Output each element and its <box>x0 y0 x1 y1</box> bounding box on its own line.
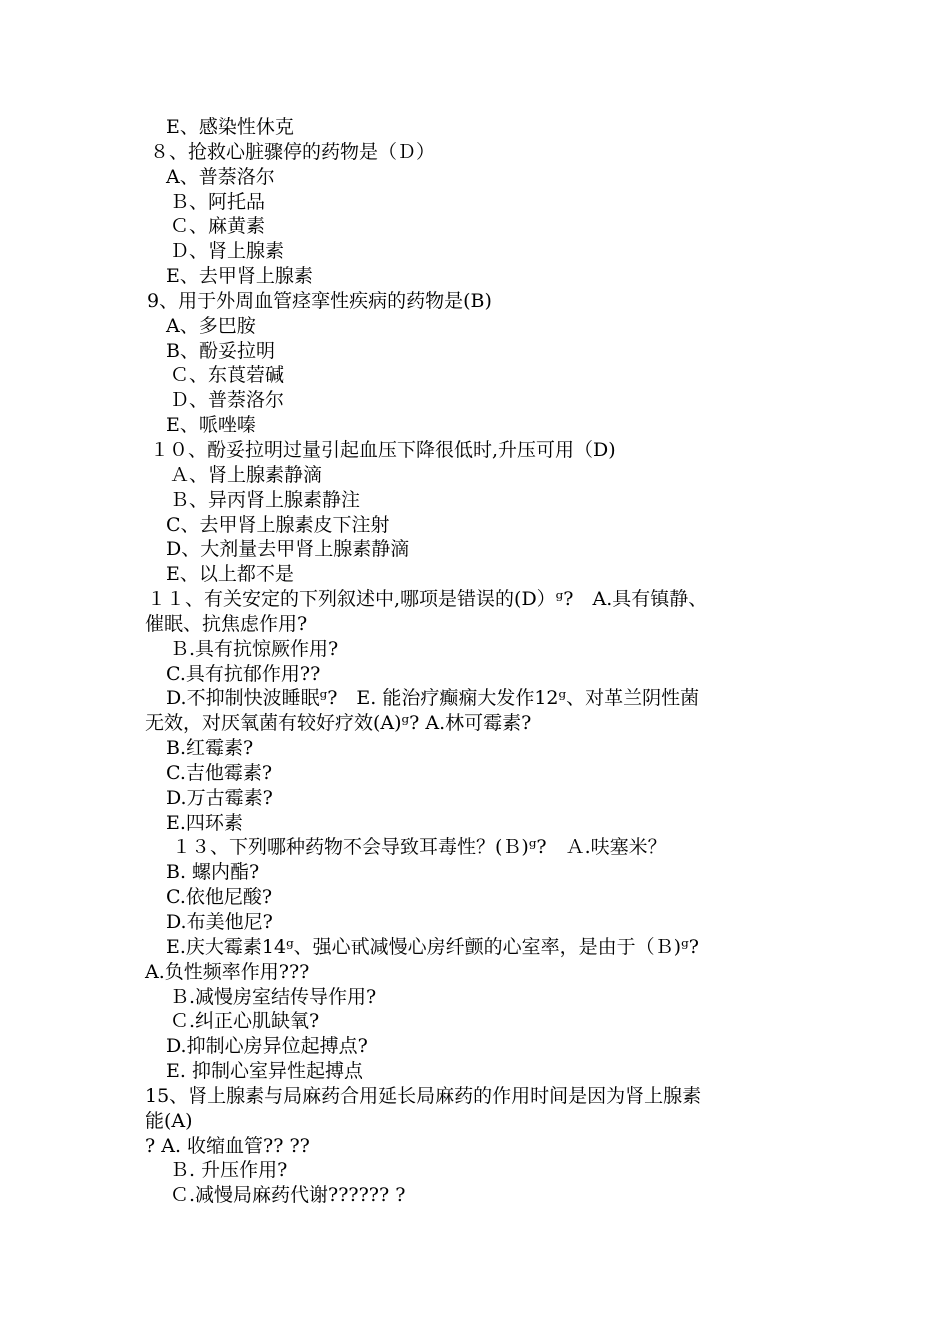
text-line: 无效，对厌氧菌有较好疗效(A)ᵍ? A.林可霉素? <box>145 712 532 735</box>
text-line: B. 螺内酯? <box>166 861 260 884</box>
text-line: D.布美他尼? <box>166 911 273 933</box>
text-line: Ｃ.减慢局麻药代谢?????? ? <box>170 1184 406 1207</box>
text-line: Ｂ、异丙肾上腺素静注 <box>170 488 361 511</box>
text-line: Ｄ、肾上腺素 <box>170 240 285 263</box>
text-line: E.四环素 <box>166 811 243 834</box>
text-line: D、大剂量去甲肾上腺素静滴 <box>166 538 410 561</box>
text-line: C.具有抗郁作用?? <box>166 662 321 685</box>
text-line: A、普萘洛尔 <box>166 165 275 188</box>
text-line: Ｂ.减慢房室结传导作用? <box>170 985 377 1008</box>
text-line: E、以上都不是 <box>166 563 294 586</box>
text-line: B.红霉素? <box>166 737 254 760</box>
text-line: Ｄ、普萘洛尔 <box>170 389 285 412</box>
text-line: E.庆大霉素14ᵍ、强心甙减慢心房纤颤的心室率，是由于（Ｂ)ᵍ? <box>166 935 699 958</box>
text-line: Ｃ.纠正心肌缺氧? <box>170 1010 320 1033</box>
text-line: A、多巴胺 <box>166 314 256 337</box>
document-page <box>0 115 950 1208</box>
text-line: D.不抑制快波睡眠ᵍ? E. 能治疗癫痫大发作12ᵍ、对革兰阴性菌 <box>166 687 700 710</box>
text-line: １０、酚妥拉明过量引起血压下降很低时,升压可用（D) <box>150 438 616 461</box>
text-line: D.抑制心房异位起搏点? <box>166 1035 368 1058</box>
text-line: C.吉他霉素? <box>166 761 273 784</box>
text-line: D.万古霉素? <box>166 786 273 809</box>
text-line: Ｃ、麻黄素 <box>170 215 266 238</box>
text-line: ８、抢救心脏骤停的药物是（Ｄ） <box>150 140 436 163</box>
text-line: 15、肾上腺素与局麻药合用延长局麻药的作用时间是因为肾上腺素 <box>145 1084 702 1107</box>
text-line: Ｂ、阿托品 <box>170 190 266 213</box>
text-line: 能(A) <box>145 1109 193 1132</box>
text-line: Ｃ、东莨菪碱 <box>170 364 285 387</box>
text-line: A.负性频率作用??? <box>145 960 310 983</box>
text-line: C、去甲肾上腺素皮下注射 <box>166 513 390 536</box>
text-line: 9、用于外周血管痉挛性疾病的药物是(B) <box>147 289 492 312</box>
text-line: B、酚妥拉明 <box>166 339 275 362</box>
text-line: E、去甲肾上腺素 <box>166 265 313 288</box>
text-line: Ｂ.具有抗惊厥作用? <box>170 637 339 660</box>
text-line: 催眠、抗焦虑作用? <box>145 612 308 635</box>
text-line: C.依他尼酸? <box>166 886 273 909</box>
text-line: １１、有关安定的下列叙述中,哪项是错误的(D）ᵍ? A.具有镇静、 <box>147 588 708 611</box>
text-line: E. 抑制心室异性起搏点 <box>166 1060 363 1083</box>
text-line: E、感染性休克 <box>166 116 294 138</box>
text-line: E、哌唑嗪 <box>166 414 256 437</box>
text-line: ? A. 收缩血管?? ?? <box>145 1134 310 1157</box>
text-line: Ｂ. 升压作用? <box>170 1159 288 1182</box>
text-line: １３、下列哪种药物不会导致耳毒性？(Ｂ)ᵍ? Ａ.呋塞米？ <box>172 836 667 859</box>
text-line: Ａ、肾上腺素静滴 <box>170 463 323 486</box>
